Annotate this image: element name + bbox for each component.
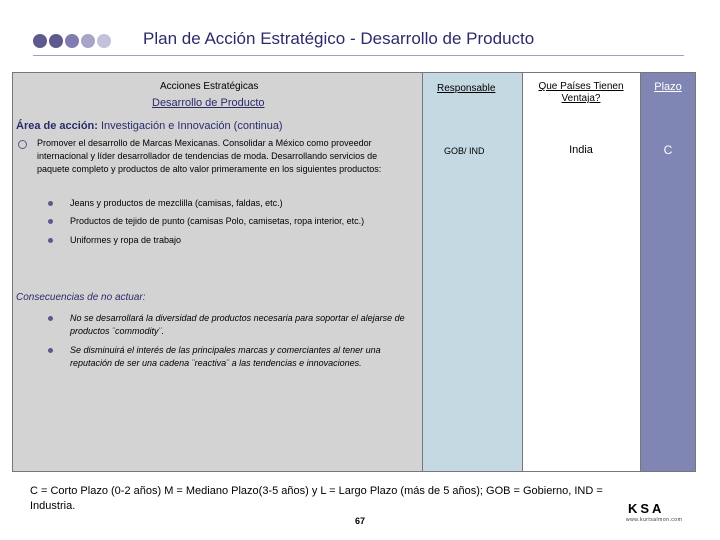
responsible-column: [422, 72, 522, 472]
actions-column: [12, 72, 422, 472]
header-strategic-actions: Acciones Estratégicas: [160, 81, 259, 92]
dot-icon: [97, 34, 111, 48]
logo-url: www.kurtsalmon.com: [626, 517, 683, 523]
action-area-value: Investigación e Innovación (continua): [100, 120, 283, 132]
bullet-icon: [48, 348, 53, 353]
product-item: Productos de tejido de punto (camisas Polo, camisetas, ropa interior, etc.): [70, 216, 365, 226]
bullet-icon: [48, 219, 53, 224]
action-area-label: Área de acción:: [16, 120, 98, 132]
title-divider: [33, 55, 684, 56]
ksa-logo: KSA: [628, 501, 665, 516]
countries-column: [522, 72, 640, 472]
responsible-value: GOB/ IND: [444, 146, 485, 156]
dot-icon: [49, 34, 63, 48]
header-responsible: Responsable: [437, 83, 496, 94]
header-term: Plazo: [654, 81, 682, 93]
page-title: Plan de Acción Estratégico - Desarrollo de Producto: [143, 29, 535, 48]
product-item: Uniformes y ropa de trabajo: [70, 235, 182, 245]
bullet-icon: [48, 238, 53, 243]
term-value: C: [663, 143, 673, 157]
consequences-title: Consecuencias de no actuar:: [16, 292, 146, 303]
promote-paragraph: Promover el desarrollo de Marcas Mexicanas. Consolidar a México como proveedor internacional y líder desarrollador de tendencias de moda. Desarrollando servicios de paquete completo y productos de alto valor primeramente en los siguientes productos:: [37, 138, 382, 174]
header-advantage-countries: Que Países Tienen Ventaja?: [538, 81, 624, 104]
legend-footnote: C = Corto Plazo (0-2 años) M = Mediano Plazo(3-5 años) y L = Largo Plazo (más de 5 años); GOB = Gobierno, IND = Industria.: [30, 485, 603, 512]
decorative-dots: [33, 34, 111, 48]
bullet-icon: [48, 201, 53, 206]
term-column: [640, 72, 696, 472]
page-number: 67: [355, 516, 366, 526]
dot-icon: [65, 34, 79, 48]
dot-icon: [33, 34, 47, 48]
product-item: Jeans y productos de mezclilla (camisas, faldas, etc.): [70, 198, 283, 208]
country-value: India: [569, 144, 593, 156]
action-area: [16, 120, 283, 132]
header-product-development: Desarrollo de Producto: [152, 97, 265, 109]
consequence-item: Se disminuirá el interés de las principales marcas y comerciantes al tener una reputación de ser una cadena ¨reactiva¨ a las tendencias e innovaciones.: [70, 345, 381, 368]
dot-icon: [81, 34, 95, 48]
bullet-icon: [48, 316, 53, 321]
circle-bullet-icon: [18, 140, 27, 149]
consequence-item: No se desarrollará la diversidad de productos necesaria para soportar el alejarse de productos ¨commodity¨.: [70, 313, 405, 336]
